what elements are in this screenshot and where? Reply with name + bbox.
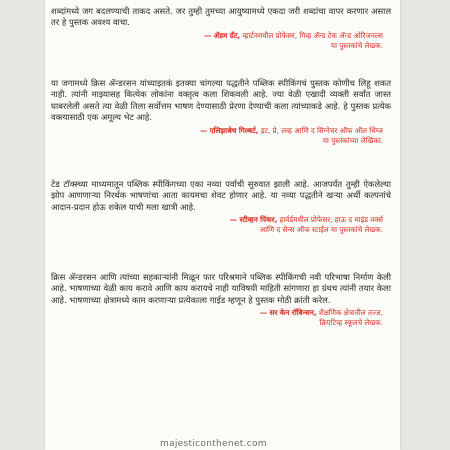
author-description-line2: या पुस्तकांचे लेखक. [330, 40, 383, 50]
author-description: व्हार्टनमधील प्रोफेसर, गिव्ह ॲन्ड टेक ॲन्ड ओरिजनल्स [242, 30, 383, 40]
author-name: — ॲडम ग्रँट, [203, 30, 241, 40]
author-description: इट, प्रे, लव्ह आणि द सिग्नेचर ऑफ ऑल थिंग्ज [260, 125, 383, 135]
endorsement-author [51, 126, 391, 146]
author-description-line2: या पुस्तकांच्या लेखिका. [322, 135, 383, 145]
author-name: — स्टीव्हन पिंकर, [229, 215, 278, 225]
author-name: — एलिझाबेथ गिल्बर्ट, [200, 125, 259, 135]
endorsement-quote: टेड टॉक्स्च्या माध्यमातून पब्लिक स्पीकिंगच्या एका नव्या पर्वाची सुरुवात झाली आहे. आजपर्यंत तुम्ही ऐकलेल्या झोप आणणाऱ्या निरर्थक भाषणांचा आता कायमचा शेवट होणार आहे. या नव्या पद्धतीने खऱ्या अर्थी कल्पनांचे आदान-प्रदान होऊ शकेल याची मला खात्री आहे. [51, 179, 391, 212]
endorsement-author [51, 308, 391, 328]
endorsement-quote: या जगामध्ये क्रिस ॲन्डरसन यांच्याइतकं इतक्या चांगल्या पद्धतीने पब्लिक स्पीकिंगचं पुस्तक कोणीच लिहू शकत नाही. त्यांनी माझ्यासह कित्येक लोकांना वक्तृत्व कला शिकवली आहे. ज्या वेळी एखादी व्यक्ती सर्वांत जास्त घाबरलेली असते त्या वेळी तिला सर्वोत्तम भाषण देण्यासाठी प्रेरणा देण्याची कला त्यांच्याकडे आहे. हे पुस्तक प्रत्येक वक्त्यासाठी एक अमूल्य भेट आहे. [51, 78, 391, 123]
author-description: शैक्षणिक क्षेत्रातील तज्ज्ञ, [318, 308, 383, 318]
author-description-line2: आणि द सेन्स ऑफ स्टाईल या पुस्तकांचे लेखक. [259, 225, 383, 235]
site-watermark: majesticonthenet.com [160, 439, 267, 449]
author-description: हार्वर्डमधील प्रोफेसर, हाऊ द माइंड वर्क्स [279, 215, 383, 225]
endorsement-author [51, 31, 391, 51]
endorsement-adam-grant [51, 6, 391, 51]
endorsement-steven-pinker [51, 179, 391, 235]
endorsement-quote: शब्दांमध्ये जग बदलण्याची ताकद असते. जर तुम्ही तुमच्या आयुष्यामध्ये एकदा जरी शब्दांचा वापर करणार असाल तर हे पुस्तक अवश्य वाचा. [51, 6, 391, 28]
endorsement-author [51, 215, 391, 235]
endorsement-quote: क्रिस ॲन्डरसन आणि त्यांच्या सहकाऱ्यांनी मिळून फार परिश्रमाने पब्लिक स्पीकिंगची नवी परिभाषा निर्माण केली आहे. भाषणाच्या वेळी काय करावे आणि काय करायचे नाही याविषयी माहिती सांगणारा हा ग्रंथच त्यांनी तयार केला आहे. भाषणाच्या क्षेत्रामध्ये काम करणाऱ्या प्रत्येकाला गाईड म्हणून हे पुस्तक मोठी क्रांती करेल. [51, 272, 391, 305]
author-name: — सर केन रॉबिन्सन, [259, 308, 317, 318]
endorsement-elizabeth-gilbert [51, 78, 391, 146]
author-description-line2: क्रिएटिव्ह स्कूलचे लेखक. [319, 318, 383, 328]
endorsement-ken-robinson [51, 272, 391, 328]
